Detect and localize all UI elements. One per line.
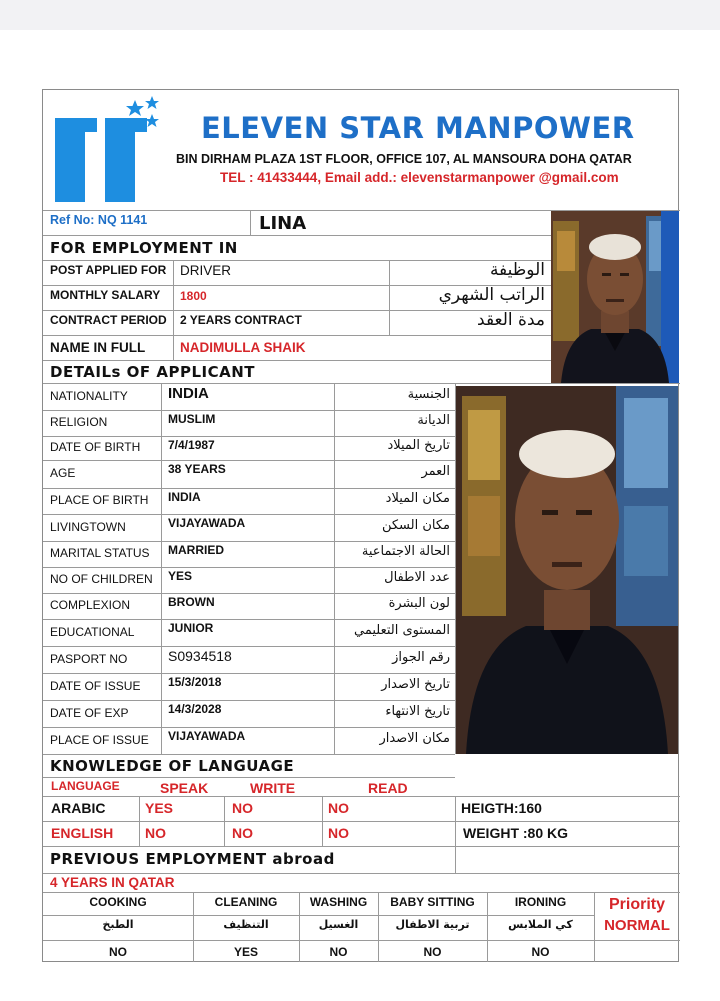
detail-arabic-label: المستوى التعليمي: [354, 622, 450, 638]
arabic-read: NO: [328, 800, 349, 816]
detail-value: 15/3/2018: [168, 675, 222, 689]
detail-label: PASPORT NO: [50, 651, 128, 666]
detail-value: 14/3/2028: [168, 702, 222, 716]
skill-name: COOKING: [89, 895, 147, 909]
language-english: ENGLISH: [51, 825, 114, 841]
contract-period-arabic: مدة العقد: [477, 310, 545, 330]
previous-employment-summary: 4 YEARS IN QATAR: [50, 875, 175, 890]
detail-arabic-label: الحالة الاجتماعية: [361, 544, 450, 559]
language-section-title: KNOWLEDGE OF LANGUAGE: [50, 757, 295, 775]
detail-value: 38 YEARS: [168, 462, 226, 476]
detail-value: INDIA: [168, 490, 201, 504]
detail-label: PLACE OF ISSUE: [50, 732, 149, 747]
full-name-label: NAME IN FULL: [50, 340, 146, 355]
company-contact: TEL : 41433444, Email add.: elevenstarmanpower @gmail.com: [220, 170, 619, 185]
monthly-salary-arabic: الراتب الشهري: [438, 285, 545, 305]
employment-section-title: FOR EMPLOYMENT IN: [50, 239, 238, 257]
detail-value: BROWN: [168, 595, 215, 609]
detail-arabic-label: مكان الميلاد: [385, 491, 450, 506]
arabic-write: NO: [232, 800, 253, 816]
skill-name-arabic: التنظيف: [223, 918, 269, 931]
detail-label: LIVINGTOWN: [50, 519, 126, 534]
detail-value: MARRIED: [168, 543, 224, 557]
skill-name-arabic: الغسيل: [318, 918, 359, 931]
write-header: WRITE: [250, 780, 296, 796]
post-applied-label: POST APPLIED FOR: [50, 263, 167, 277]
detail-value: YES: [168, 569, 193, 583]
speak-header: SPEAK: [160, 780, 209, 796]
height-value: HEIGTH:160: [461, 800, 542, 816]
detail-arabic-label: عدد الاطفال: [384, 570, 450, 585]
detail-arabic-label: تاريخ الميلاد: [387, 438, 450, 453]
priority-value: NORMAL: [604, 917, 670, 934]
detail-arabic-label: الجنسية: [407, 386, 450, 402]
detail-arabic-label: مكان الاصدار: [379, 730, 450, 746]
detail-value: INDIA: [168, 385, 209, 402]
previous-employment-title: PREVIOUS EMPLOYMENT abroad: [50, 850, 335, 868]
detail-arabic-label: رقم الجواز: [392, 649, 450, 665]
agent-name: LINA: [259, 213, 307, 234]
skill-name: WASHING: [309, 895, 368, 909]
skill-name: CLEANING: [214, 895, 278, 909]
english-write: NO: [232, 825, 253, 841]
contract-period-value: 2 YEARS CONTRACT: [180, 313, 302, 327]
skill-name: IRONING: [514, 895, 567, 909]
detail-arabic-label: العمر: [421, 464, 450, 479]
skill-name: BABY SITTING: [390, 895, 475, 909]
detail-label: EDUCATIONAL: [50, 624, 135, 639]
company-logo: [51, 96, 161, 204]
skill-value: NO: [109, 945, 127, 959]
full-name-value: NADIMULLA SHAIK: [180, 340, 306, 355]
skill-value: NO: [329, 945, 348, 959]
english-read: NO: [328, 825, 349, 841]
language-header: LANGUAGE: [51, 779, 120, 793]
applicant-photo-large: [456, 386, 678, 754]
detail-label: DATE OF EXP: [50, 705, 129, 720]
skill-value: YES: [233, 945, 258, 959]
read-header: READ: [368, 780, 408, 796]
detail-value: VIJAYAWADA: [168, 516, 246, 530]
skill-value: NO: [423, 945, 442, 959]
company-name: ELEVEN STAR MANPOWER: [201, 111, 635, 145]
detail-label: DATE OF BIRTH: [50, 440, 141, 454]
detail-value: JUNIOR: [168, 621, 214, 635]
details-section-title: DETAILs OF APPLICANT: [50, 363, 256, 381]
skill-name-arabic: كي الملابس: [508, 918, 573, 931]
ref-number: Ref No: NQ 1141: [50, 213, 148, 227]
weight-value: WEIGHT :80 KG: [463, 825, 569, 841]
detail-label: COMPLEXION: [50, 598, 131, 612]
detail-label: NATIONALITY: [50, 388, 128, 403]
detail-value: VIJAYAWADA: [168, 729, 246, 743]
application-form: [42, 89, 679, 962]
detail-arabic-label: مكان السكن: [381, 517, 450, 533]
detail-label: NO OF CHILDREN: [50, 572, 153, 586]
skill-name-arabic: الطبخ: [102, 918, 134, 931]
detail-value: 7/4/1987: [168, 438, 215, 452]
skill-name-arabic: تربية الاطفال: [395, 918, 470, 931]
detail-arabic-label: لون البشرة: [388, 596, 450, 611]
detail-label: RELIGION: [50, 415, 108, 429]
detail-value: MUSLIM: [168, 412, 216, 426]
monthly-salary-label: MONTHLY SALARY: [50, 288, 161, 302]
language-arabic: ARABIC: [51, 800, 106, 816]
english-speak: NO: [145, 825, 166, 841]
detail-label: PLACE OF BIRTH: [50, 493, 149, 507]
detail-label: MARITAL STATUS: [50, 546, 150, 560]
post-applied-value: DRIVER: [180, 263, 232, 278]
company-address: BIN DIRHAM PLAZA 1ST FLOOR, OFFICE 107, AL MANSOURA DOHA QATAR: [176, 152, 632, 166]
detail-arabic-label: تاريخ الانتهاء: [385, 703, 450, 719]
detail-label: AGE: [50, 466, 76, 480]
post-applied-arabic: الوظيفة: [489, 260, 545, 280]
arabic-speak: YES: [145, 800, 174, 816]
detail-arabic-label: الديانة: [417, 413, 450, 428]
detail-arabic-label: تاريخ الاصدار: [381, 676, 450, 692]
detail-value: S0934518: [168, 648, 232, 664]
detail-label: DATE OF ISSUE: [50, 678, 141, 693]
priority-label: Priority: [608, 896, 665, 913]
skill-value: NO: [531, 945, 550, 959]
applicant-photo-small: [551, 211, 679, 383]
monthly-salary-value: 1800: [180, 289, 207, 303]
contract-period-label: CONTRACT PERIOD: [50, 313, 167, 327]
